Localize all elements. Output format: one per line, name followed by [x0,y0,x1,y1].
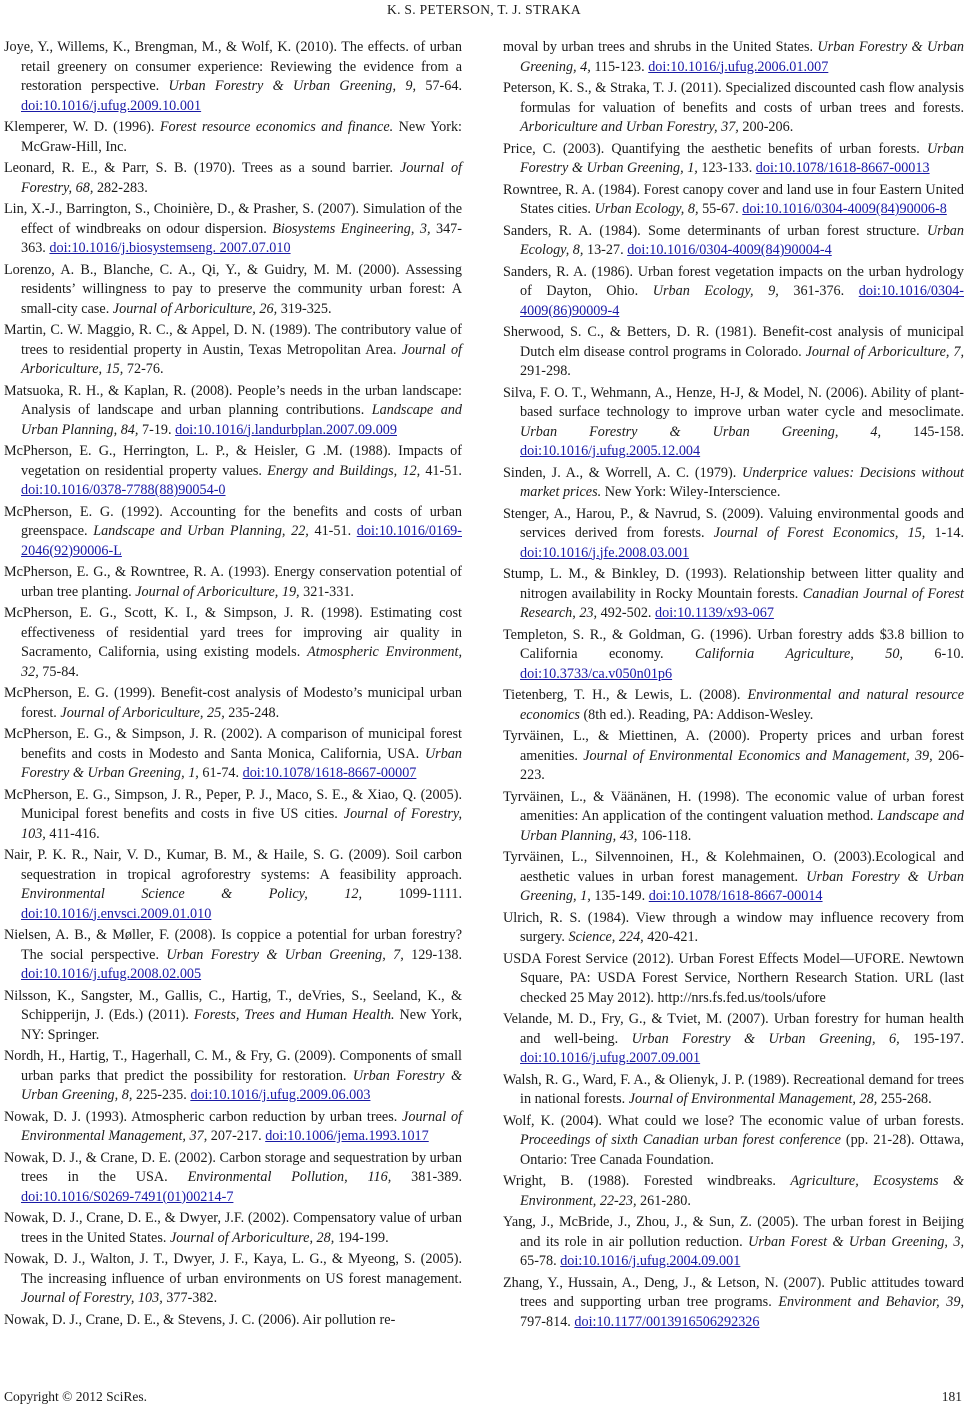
reference-pages: 207-217. [207,1128,266,1144]
reference-text: Tyrväinen, L., & Miettinen, A. (2000). Property prices and urban forest amenities. [503,728,964,764]
reference-entry [503,323,964,382]
doi-link[interactable]: doi:10.1016/j.envsci.2009.01.010 [21,905,212,922]
reference-text: Klemperer, W. D. (1996). [4,119,160,135]
reference-text: Nilsson, K., Sangster, M., Gallis, C., Hartig, T., deVries, S., Seeland, K., & Schipperijn, J. (Eds.) (2011). [4,987,462,1023]
reference-entry [4,563,462,602]
doi-link[interactable]: doi:10.1016/0378-7788(88)90054-0 [21,482,226,498]
reference-source-title: Landscape and Urban Planning, 84, [21,402,463,438]
reference-entry [4,1311,462,1331]
reference-entry [503,909,964,948]
reference-text: Sanders, R. A. (1984). Some determinants of urban forest structure. [503,222,927,239]
reference-source-title: Urban Ecology, 8, [594,201,699,217]
reference-source-title: Journal of Environmental Management, 28, [628,1091,878,1107]
reference-pages: 291-298. [520,363,571,379]
reference-entry [4,442,462,501]
reference-source-title: Canadian Journal of Forest Research, 23, [520,585,964,621]
reference-pages: 361-376. [778,283,859,299]
reference-entry [503,1172,964,1211]
reference-entry [503,686,964,725]
reference-pages: 135-149. [590,888,649,904]
reference-text: McPherson, E. G., & Simpson, J. R. (2002). A comparison of municipal forest benefits and costs in Modesto and Santa Monica, California, USA. [4,726,462,762]
reference-pages: 145-158. [881,423,964,440]
reference-pages: 347-363. [21,220,463,256]
doi-link[interactable]: doi:10.1016/j.landurbplan.2007.09.009 [175,421,397,438]
reference-text: Walsh, R. G., Ward, F. A., & Olienyk, J. P. (1989). Recreational demand for trees in national forests. [503,1071,964,1107]
reference-source-title: Journal of Forestry, 103, [21,806,462,842]
reference-entry [4,321,462,380]
reference-text: McPherson, E. G. (1999). Benefit-cost analysis of Modesto’s municipal urban forest. [4,685,462,721]
reference-entry [4,987,462,1046]
reference-source-title: Environmental and natural resource economics [520,687,964,723]
reference-pages: 72-76. [123,361,164,377]
reference-pages: 106-118. [637,827,692,844]
reference-text: Silva, F. O. T., Wehmann, A., Henze, H-J, & Model, N. (2006). Ability of plant-based surface technology to improve urban water cycle and mesoclimate. [503,384,964,420]
reference-entry [503,1274,964,1333]
reference-source-title: Atmospheric Environment, 32, [21,644,462,680]
reference-source-title: Urban Forest & Urban Greening, 3, [748,1233,964,1250]
reference-entry [503,384,964,462]
reference-entry [503,464,964,503]
reference-source-title: Journal of Forestry, 68, [21,160,462,196]
reference-text: Tyrväinen, L., & Väänänen, H. (1998). The economic value of urban forest amenities: An application of the contingent valuation method. [503,788,964,824]
reference-source-title: Journal of Arboriculture, 26, [112,300,278,317]
doi-link[interactable]: doi:10.1016/0169-2046(92)90006-L [21,523,462,559]
reference-source-title: Urban Forestry & Urban Greening, 8, [21,1067,462,1103]
reference-text: Price, C. (2003). Quantifying the aesthetic benefits of urban forests. [503,140,927,157]
reference-source-title: Journal of Environmental Management, 37, [21,1108,462,1144]
reference-pages: 75-84. [38,663,79,680]
reference-text: Sinden, J. A., & Worrell, A. C. (1979). [503,464,742,481]
reference-pages: 282-283. [93,179,148,196]
reference-pages: 65-78. [520,1253,561,1269]
reference-entry [503,727,964,786]
reference-text: Tietenberg, T. H., & Lewis, L. (2008). [503,687,748,703]
reference-pages: 41-51. [420,462,462,479]
reference-entry [503,626,964,685]
reference-entry [4,684,462,723]
reference-text: Rowntree, R. A. (1984). Forest canopy cover and land use in four Eastern United States cities. [503,181,964,217]
reference-text: Wright, B. (1988). Forested windbreaks. [503,1173,791,1189]
reference-text: Matsuoka, R. H., & Kaplan, R. (2008). People’s needs in the urban landscape: Analysis of landscape and urban planning contributions. [4,382,462,418]
reference-entry [4,786,462,845]
reference-text: McPherson, E. G., Scott, K. I., & Simpson, J. R. (1998). Estimating cost effectiveness of residential yard trees for improving air quality in Sacramento, California, using existing models. [4,605,462,660]
reference-source-title: Energy and Buildings, 12, [267,462,421,479]
reference-pages: 797-814. [520,1313,575,1330]
reference-source-title: Urban Ecology, 8, [520,222,964,258]
reference-pages: 61-74. [198,765,243,781]
reference-pages: 206-223. [520,747,964,783]
doi-link[interactable]: doi:10.1016/j.ufug.2008.02.005 [21,966,202,982]
reference-entry [503,140,964,179]
reference-pages: 377-382. [162,1290,218,1306]
page-number: 181 [941,1389,962,1404]
reference-source-title: Urban Forestry & Urban Greening, 4, [520,423,882,440]
reference-text: Sherwood, S. C., & Betters, D. R. (1981). Benefit-cost analysis of municipal Dutch elm disease control programs in Colorado. [503,324,964,360]
reference-text: Peterson, K. S., & Straka, T. J. (2011). Specialized discounted cash flow analysis formulas for valuation of benefits and costs of urban trees and forests. [503,80,964,116]
reference-source-title: Environmental Science & Policy, 12, [21,886,363,902]
copyright-notice: Copyright © 2012 SciRes. [4,1389,148,1404]
reference-pages: 6-10. [902,646,964,662]
reference-entry [503,181,964,220]
reference-source-title: Journal of Environmental Economics and Management, 39, [583,747,933,764]
reference-source-title: Urban Ecology, 9, [652,283,779,299]
reference-pages: 200-206. [738,119,794,135]
reference-text: Nowak, D. J., Walton, J. T., Dwyer, J. F., Kaya, L. G., & Myeong, S. (2005). The increasing influence of urban environments on US forest management. [4,1251,462,1287]
reference-pages: 57-64. [416,78,462,94]
reference-text: Velande, M. D., Fry, G., & Tviet, M. (2007). Urban forestry for human health and well-being. [503,1011,964,1047]
reference-pages: 492-502. [597,605,656,621]
reference-pages: 195-197. [899,1030,964,1047]
reference-text: Nordh, H., Hartig, T., Hagerhall, C. M., & Fry, G. (2009). Components of small urban parks that predict the possibility for restoration. [4,1048,462,1084]
reference-entry [4,118,462,157]
reference-entry [503,788,964,847]
reference-pages: 7-19. [138,421,176,438]
reference-text: Stenger, A., Harou, P., & Navrud, S. (2009). Valuing environmental goods and services derived from forests. [503,505,964,541]
reference-pages: 41-51. [308,523,357,539]
reference-text: Yang, J., McBride, J., Zhou, J., & Sun, Z. (2005). The urban forest in Beijing and its role in air pollution reduction. [503,1214,964,1250]
reference-source-title: Journal of Arboriculture, 25, [60,704,225,721]
reference-entry [4,1047,462,1106]
doi-link[interactable]: doi:10.1078/1618-8667-00013 [755,160,930,176]
doi-link[interactable]: doi:10.1016/j.jfe.2008.03.001 [520,544,690,561]
reference-entry [503,79,964,138]
reference-entry [4,261,462,320]
reference-entry [503,1112,964,1171]
reference-source-title: Journal of Arboriculture, 15, [21,341,462,377]
doi-link[interactable]: doi:10.1078/1618-8667-00007 [242,765,417,781]
reference-source-title: Forest resource economics and finance. [159,119,394,135]
reference-pages: 13-27. [583,242,628,258]
reference-entry [503,222,964,261]
reference-text: moval by urban trees and shrubs in the United States. [503,39,818,55]
reference-source-title: Science, 224, [568,929,644,945]
reference-pages: 255-268. [877,1091,932,1107]
reference-column-left [4,38,462,1332]
reference-entry [4,503,462,562]
reference-entry [503,38,964,77]
reference-source-title: Arboriculture and Urban Forestry, 37, [520,119,739,135]
reference-source-title: Underprice values: Decisions without market prices. [520,464,964,500]
doi-link[interactable]: doi:10.1078/1618-8667-00014 [648,888,823,904]
reference-pages: 411-416. [45,825,100,842]
doi-link[interactable]: doi:10.1177/0013916506292326 [574,1313,760,1330]
reference-text: McPherson, E. G., Herrington, L. P., & Heisler, G .M. (1988). Impacts of vegetation on residential property values. [4,443,462,479]
reference-entry [503,1213,964,1272]
reference-source-title: Urban Forestry & Urban Greening, 1, [520,140,964,176]
reference-entry [503,565,964,624]
doi-link[interactable]: doi:10.1016/j.ufug.2006.01.007 [648,58,829,75]
reference-source-title: Landscape and Urban Planning, 22, [93,523,309,539]
reference-pages: 381-389. [391,1169,462,1185]
reference-text: Nowak, D. J., Crane, D. E., & Stevens, J. C. (2006). Air pollution re- [4,1311,396,1328]
reference-entry [4,725,462,784]
reference-entry [503,848,964,907]
doi-link[interactable]: doi:10.1016/j.biosystemseng. 2007.07.010 [49,240,291,256]
reference-text: Sanders, R. A. (1986). Urban forest vegetation impacts on the urban hydrology of Dayton, Ohio. [503,263,964,299]
reference-entry [4,38,462,116]
reference-entry [4,604,462,682]
reference-source-title: Urban Forestry & Urban Greening, 4, [520,39,965,75]
reference-text: Nowak, D. J. (1993). Atmospheric carbon reduction by urban trees. [4,1108,403,1125]
reference-text: Stump, L. M., & Binkley, D. (1993). Relationship between litter quality and nitrogen availability in Rocky Mountain forests. [503,566,964,602]
reference-text: Nielsen, A. B., & Møller, F. (2008). Is coppice a potential for urban forestry? The social perspective. [4,927,462,963]
reference-source-title: Journal of Arboriculture, 7, [805,343,964,360]
reference-entry [4,1149,462,1208]
reference-pages: 420-421. [643,929,699,945]
reference-source-title: Urban Forestry & Urban Greening, 6, [631,1030,900,1047]
reference-entry [4,159,462,198]
reference-text: Lin, X.-J., Barrington, S., Choinière, D., & Prasher, S. (2007). Simulation of the effect of windbreaks on odour dispersion. [4,201,462,237]
reference-entry [4,1209,462,1248]
reference-entry [503,1071,964,1110]
reference-text: Templeton, S. R., & Goldman, G. (1996). Urban forestry adds $3.8 billion to California economy. [503,626,964,662]
doi-link[interactable]: doi:10.1016/0304-4009(86)90009-4 [520,283,964,319]
reference-text: Zhang, Y., Hussain, A., Deng, J., & Letson, N. (2007). Public attitudes toward trees and supporting urban tree programs. [503,1274,964,1310]
reference-entry [4,1108,462,1147]
doi-link[interactable]: doi:10.1016/S0269-7491(01)00214-7 [21,1188,234,1205]
reference-source-title: Proceedings of sixth Canadian urban forest conference [520,1132,841,1148]
doi-link[interactable]: doi:10.1016/j.ufug.2009.06.003 [190,1087,371,1103]
reference-entry [4,846,462,924]
reference-pages: 225-235. [132,1087,191,1103]
reference-source-title: Environment and Behavior, 39, [778,1294,964,1310]
reference-source-title: Journal of Forest Economics, 15, [713,525,926,541]
doi-link[interactable]: doi:10.1006/jema.1993.1017 [265,1128,429,1144]
reference-text: Wolf, K. (2004). What could we lose? The economic value of urban forests. [503,1112,964,1129]
reference-source-title: Landscape and Urban Planning, 43, [520,808,964,844]
reference-entry [4,1250,462,1309]
reference-source-title: Urban Forestry & Urban Greening, 9, [168,78,416,94]
doi-link[interactable]: doi:10.1016/j.ufug.2004.09.001 [560,1253,741,1269]
doi-link[interactable]: doi:10.1016/0304-4009(84)90006-8 [742,201,947,217]
reference-text: McPherson, E. G. (1992). Accounting for the benefits and costs of urban greenspace. [4,503,462,539]
reference-entry [503,263,964,322]
running-head: K. S. PETERSON, T. J. STRAKA [387,2,581,17]
reference-text: McPherson, E. G., & Rowntree, R. A. (1993). Energy conservation potential of urban tree planting. [4,564,462,600]
reference-pages: 115-123. [590,58,649,75]
reference-entry [4,200,462,259]
reference-text: Leonard, R. E., & Parr, S. B. (1970). Trees as a sound barrier. [4,160,400,176]
reference-pages: 1099-1111. [362,886,462,902]
reference-column-right [503,38,964,1334]
reference-pages: 194-199. [334,1229,389,1246]
reference-text: USDA Forest Service (2012). Urban Forest Effects Model—UFORE. Newtown Square, PA: USDA Forest Service, Northern Research Station. URL (last checked 25 May 2012). http://nrs.fs.fed.us/tools/ufore [503,950,964,1006]
reference-text: McPherson, E. G., Simpson, J. R., Peper, P. J., Maco, S. E., & Xiao, Q. (2005). Municipal forest benefits and costs in five US cities. [4,786,462,822]
reference-source-title: Journal of Forestry, 103, [21,1290,163,1306]
reference-source-title: Urban Forestry & Urban Greening, 7, [166,946,404,963]
reference-pages: New York: McGraw-Hill, Inc. [21,119,462,155]
reference-source-title: Agriculture, Ecosystems & Environment, 22-23, [520,1173,965,1209]
reference-source-title: Journal of Arboriculture, 19, [135,583,300,600]
reference-pages: 261-280. [636,1192,691,1209]
reference-pages: New York: Wiley-Interscience. [601,484,781,500]
reference-entry [4,926,462,985]
doi-link[interactable]: doi:10.1016/j.ufug.2007.09.001 [520,1050,701,1066]
reference-source-title: Biosystems Engineering, 3, [272,220,431,237]
reference-pages: 123-133. [697,160,756,176]
doi-link[interactable]: doi:10.3733/ca.v050n01p6 [520,665,673,682]
doi-link[interactable]: doi:10.1139/x93-067 [655,605,774,621]
reference-text: Nair, P. K. R., Nair, V. D., Kumar, B. M., & Haile, S. G. (2009). Soil carbon sequestration in tropical agroforestry systems: A feasibility approach. [4,847,462,883]
reference-source-title: California Agriculture, 50, [695,646,903,662]
reference-pages: 1-14. [925,525,965,541]
reference-pages: 319-325. [277,300,332,317]
reference-pages: New York, NY: Springer. [21,1007,462,1043]
reference-text: Nowak, D. J., Crane, D. E., & Dwyer, J.F. (2002). Compensatory value of urban trees in the United States. [4,1210,462,1246]
reference-text: Nowak, D. J., & Crane, D. E. (2002). Carbon storage and sequestration by urban trees in the USA. [4,1149,462,1185]
reference-source-title: Urban Forestry & Urban Greening, 1, [21,745,462,781]
reference-entry [4,382,462,441]
reference-pages: (8th ed.). Reading, PA: Addison-Wesley. [579,706,814,723]
doi-link[interactable]: doi:10.1016/0304-4009(84)90004-4 [627,242,832,258]
reference-text: Joye, Y., Willems, K., Brengman, M., & Wolf, K. (2010). The effects. of urban retail greenery on consumer experience: Reviewing the evidence from a restoration perspective. [4,39,462,94]
reference-text: Ulrich, R. S. (1984). View through a window may influence recovery from surgery. [503,909,964,945]
reference-text: Lorenzo, A. B., Blanche, C. A., Qi, Y., & Guidry, M. M. (2000). Assessing residents’ willingness to pay to preserve the community urban forest: A small-city case. [4,261,462,317]
doi-link[interactable]: doi:10.1016/j.ufug.2005.12.004 [520,443,701,459]
reference-text: Tyrväinen, L., Silvennoinen, H., & Kolehmainen, O. (2003).Ecological and aesthetic values in urban forest management. [503,849,964,885]
reference-text: Martin, C. W. Maggio, R. C., & Appel, D. N. (1989). The contributory value of trees to residential property in Austin, Texas Metropolitan Area. [4,322,462,358]
reference-source-title: Urban Forestry & Urban Greening, 1, [520,868,964,904]
reference-pages: (pp. 21-28). Ottawa, Ontario: Tree Canada Foundation. [520,1132,964,1168]
reference-entry [503,505,964,564]
reference-entry [503,950,964,1009]
reference-pages: 55-67. [698,201,743,217]
reference-pages: 129-138. [403,946,462,963]
reference-pages: 235-248. [224,704,280,721]
reference-source-title: Forests, Trees and Human Health. [193,1007,395,1023]
reference-pages: 321-331. [299,583,354,600]
reference-source-title: Journal of Arboriculture, 28, [169,1229,335,1246]
reference-source-title: Environmental Pollution, 116, [187,1169,392,1185]
reference-entry [503,1010,964,1069]
doi-link[interactable]: doi:10.1016/j.ufug.2009.10.001 [21,97,202,114]
